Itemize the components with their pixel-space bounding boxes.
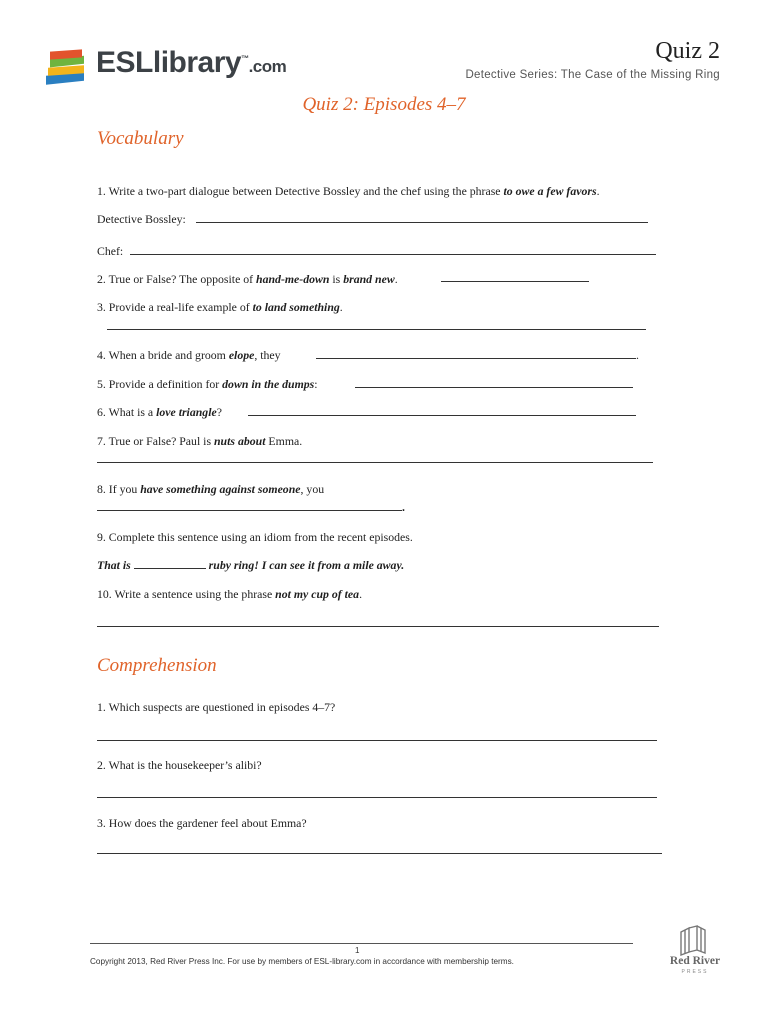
page-number: 1 — [355, 946, 360, 955]
speaker-detective-label: Detective Bossley: — [97, 212, 186, 226]
q1-phrase: to owe a few favors — [503, 184, 597, 198]
books-icon — [675, 924, 715, 956]
q4-mid: , they — [254, 348, 281, 362]
q5-text: 5. Provide a definition for — [97, 377, 223, 391]
publisher-sub: PRESS — [681, 969, 709, 975]
q1-text: 1. Write a two-part dialogue between Detective Bossley and the chef using the phrase — [97, 184, 504, 198]
comp-question-2: 2. What is the housekeeper’s alibi? — [97, 758, 262, 772]
q2-phrase-2: brand new — [343, 272, 395, 286]
q6-phrase: love triangle — [156, 405, 217, 419]
q8-phrase: have something against someone — [140, 482, 301, 496]
answer-line-comp-1[interactable] — [97, 740, 657, 741]
red-river-press-logo — [668, 924, 721, 984]
q2-text: 2. True or False? The opposite of — [97, 272, 257, 286]
vocab-question-2 — [97, 272, 398, 286]
page-title: Quiz 2: Episodes 4–7 — [302, 94, 466, 115]
q8-end: , you — [300, 482, 325, 496]
vocab-question-8 — [97, 482, 324, 496]
q5-end: : — [314, 377, 318, 391]
vocab-question-1 — [97, 184, 600, 198]
vocab-question-5 — [97, 377, 318, 391]
answer-line-q6[interactable] — [248, 415, 636, 416]
answer-line-chef[interactable] — [130, 254, 656, 255]
q4-phrase: elope — [228, 348, 255, 362]
answer-line-comp-2[interactable] — [97, 797, 657, 798]
vocab-question-6 — [97, 405, 222, 419]
q7-phrase: nuts about — [214, 434, 266, 448]
publisher-name: Red River — [669, 955, 721, 967]
answer-line-comp-3[interactable] — [97, 853, 662, 854]
q6-text: 6. What is a — [97, 405, 157, 419]
vocab-question-10 — [97, 587, 362, 601]
q10-text: 10. Write a sentence using the phrase — [97, 587, 276, 601]
answer-line-q10[interactable] — [97, 626, 659, 627]
logo-wordmark — [96, 46, 286, 80]
vocab-question-9: 9. Complete this sentence using an idiom from the recent episodes. — [97, 530, 413, 544]
logo-esl: ESL — [96, 46, 153, 79]
q7-end: Emma. — [265, 434, 303, 448]
answer-line-q8[interactable] — [97, 510, 402, 511]
quiz-number: Quiz 2 — [655, 38, 720, 64]
vocabulary-heading: Vocabulary — [97, 128, 184, 149]
answer-blank-q9[interactable] — [134, 558, 206, 569]
answer-line-q5[interactable] — [355, 387, 633, 388]
q10-end: . — [359, 587, 363, 601]
q9-sentence-end: ruby ring! I can see it from a mile away. — [205, 558, 405, 572]
speaker-chef-label: Chef: — [97, 244, 124, 258]
q8-text: 8. If you — [97, 482, 141, 496]
vocab-question-4 — [97, 348, 281, 362]
logo-com: .com — [248, 57, 287, 76]
comprehension-heading: Comprehension — [97, 655, 217, 676]
q9-sentence-start: That is — [97, 558, 134, 572]
vocab-question-7 — [97, 434, 302, 448]
logo-library: library — [152, 46, 242, 79]
comp-question-1: 1. Which suspects are questioned in episodes 4–7? — [97, 700, 336, 714]
q8-period: . — [402, 500, 405, 514]
q4-text: 4. When a bride and groom — [97, 348, 229, 362]
q2-phrase-1: hand-me-down — [256, 272, 330, 286]
book-stack-icon — [44, 46, 90, 90]
q9-sentence — [97, 558, 404, 572]
series-subtitle: Detective Series: The Case of the Missing Ring — [465, 69, 720, 81]
q3-end: . — [339, 300, 343, 314]
q7-text: 7. True or False? Paul is — [97, 434, 214, 448]
q6-end: ? — [216, 405, 222, 419]
logo-tm: ™ — [241, 54, 249, 63]
q1-end: . — [596, 184, 600, 198]
q2-end: . — [394, 272, 398, 286]
copyright-notice: Copyright 2013, Red River Press Inc. For use by members of ESL-library.com in accordance with membership terms. — [90, 957, 514, 966]
answer-line-q2[interactable] — [441, 281, 589, 282]
q3-text: 3. Provide a real-life example of — [97, 300, 253, 314]
answer-line-q7[interactable] — [97, 462, 653, 463]
q4-period: . — [636, 348, 639, 362]
answer-line-detective[interactable] — [196, 222, 648, 223]
q3-phrase: to land something — [252, 300, 340, 314]
footer-divider — [90, 943, 633, 944]
q2-mid: is — [329, 272, 344, 286]
q5-phrase: down in the dumps — [222, 377, 315, 391]
vocab-question-3 — [97, 300, 343, 314]
comp-question-3: 3. How does the gardener feel about Emma? — [97, 816, 307, 830]
answer-line-q4[interactable] — [316, 358, 636, 359]
answer-line-q3[interactable] — [107, 329, 646, 330]
q10-phrase: not my cup of tea — [275, 587, 360, 601]
esl-library-logo — [44, 46, 287, 90]
